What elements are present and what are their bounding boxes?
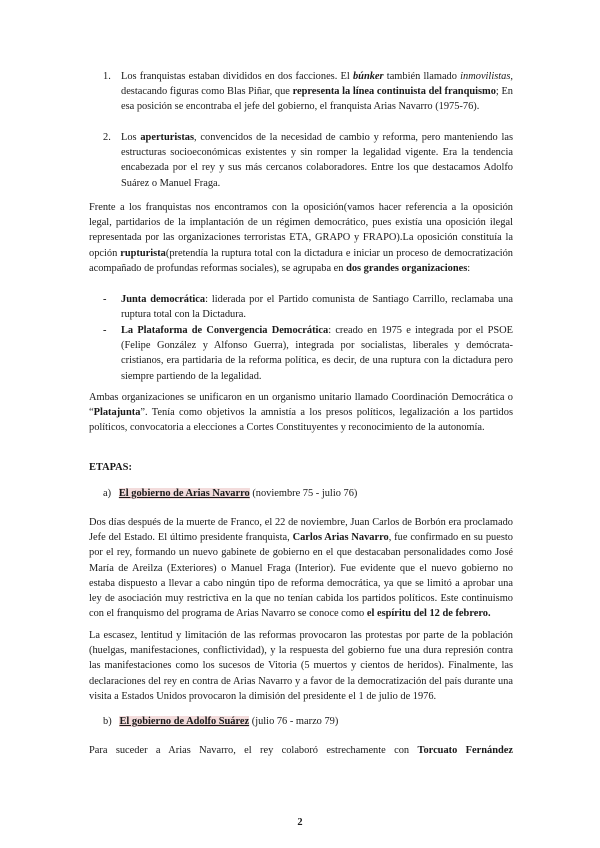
list-dash: -	[103, 294, 107, 305]
section-a-heading	[103, 486, 357, 501]
paragraph-arias: Dos días después de la muerte de Franco, el 22 de noviembre, Juan Carlos de Borbón era proclamado Jefe del Estado. El último presidente franquista, Carlos Arias Navarro, fue confirmado en su puesto por el rey, formando un nuevo gabinete de gobierno en el que destacaban personalidades como José María de Areilza (Exteriores) o Manuel Fraga (Interior). Fue evidente que el nuevo gobierno no estaba dispuesto a llevar a cabo ningún tipo de reforma democrática, ya que se limitó a aprobar una ley de asociación muy restrictiva en la que no tenían cabida los partidos políticos. Este continuismo con el franquismo del programa de Arias Navarro se conoce como el espíritu del 12 de febrero.	[89, 517, 513, 620]
section-dates: (julio 76 - marzo 79)	[249, 716, 339, 727]
section-letter: b)	[103, 716, 112, 727]
list-item-plataforma: La Plataforma de Convergencia Democrática: creado en 1975 e integrada por el PSOE (Felipe González y Alfonso Guerra), integrada por socialistas, liberales y demócrata-cristianos, era partidaria de la reforma política, es decir, de una ruptura con la dictadura pero siempre partiendo de la legalidad.	[121, 325, 514, 382]
list-dash: -	[103, 325, 107, 336]
section-dates: (noviembre 75 - julio 76)	[249, 488, 358, 499]
list-item-bunker: Los franquistas estaban divididos en dos facciones. El búnker también llamado inmovilistas, destacando figuras como Blas Piñar, que representa la línea continuista del franquismo; En esa posición se encontraba el jefe del gobierno, el franquista Arias Navarro (1975-76).	[121, 71, 513, 113]
page-number: 2	[297, 817, 303, 828]
list-number: 2.	[103, 132, 111, 143]
list-item-aperturistas: Los aperturistas, convencidos de la necesidad de cambio y reforma, pero manteniendo las estructuras socioeconómicas existentes y sin romper la legalidad vigente. Era la tendencia encabezada por el rey y sus más cercanos colaboradores. Entre los que destacamos Adolfo Suárez o Manuel Fraga.	[121, 132, 513, 189]
list-number: 1.	[103, 71, 111, 82]
paragraph-represion: La escasez, lentitud y limitación de las reformas provocaron las protestas por parte de la población (huelgas, manifestaciones, conflictividad), y la respuesta del gobierno fue una dura represión contra las manifestaciones como los sucesos de Vitoria (5 muertos y cientos de heridos). Finalmente, las declaraciones del rey en contra de Arias Navarro y a favor de la democratización del país durante una visita a Estados Unidos provocaron la dimisión del presidente el 1 de julio de 1976.	[89, 630, 513, 702]
list-item-junta: Junta democrática: liderada por el Partido comunista de Santiago Carrillo, reclamaba una ruptura total con la Dictadura.	[121, 294, 513, 321]
section-title: El gobierno de Adolfo Suárez	[119, 716, 250, 727]
paragraph-platajunta: Ambas organizaciones se unificaron en un organismo unitario llamado Coordinación Democrática o “Platajunta”. Tenía como objetivos la amnistía a los presos políticos, legalización a los partidos políticos, convocatoria a elecciones a Cortes Constituyentes y reconocimiento de la autonomía.	[89, 392, 513, 434]
section-heading: ETAPAS:	[89, 462, 132, 473]
paragraph-suarez: Para suceder a Arias Navarro, el rey colaboró estrechamente con Torcuato Fernández	[89, 745, 513, 756]
section-title: El gobierno de Arias Navarro	[118, 488, 250, 499]
section-b-heading	[103, 714, 338, 729]
section-letter: a)	[103, 488, 112, 499]
paragraph-oposicion: Frente a los franquistas nos encontramos con la oposición(vamos hacer referencia a la oposición legal, partidarios de la implantación de un régimen democrático, pues existía una oposición ilegal representada por las organizaciones terroristas ETA, GRAPO y FRAPO).La oposición constituía la opción rupturista(pretendía la ruptura total con la dictadura e iniciar un proceso de democratización acompañado de profundas reformas sociales), se agrupaba en dos grandes organizaciones:	[89, 202, 513, 274]
